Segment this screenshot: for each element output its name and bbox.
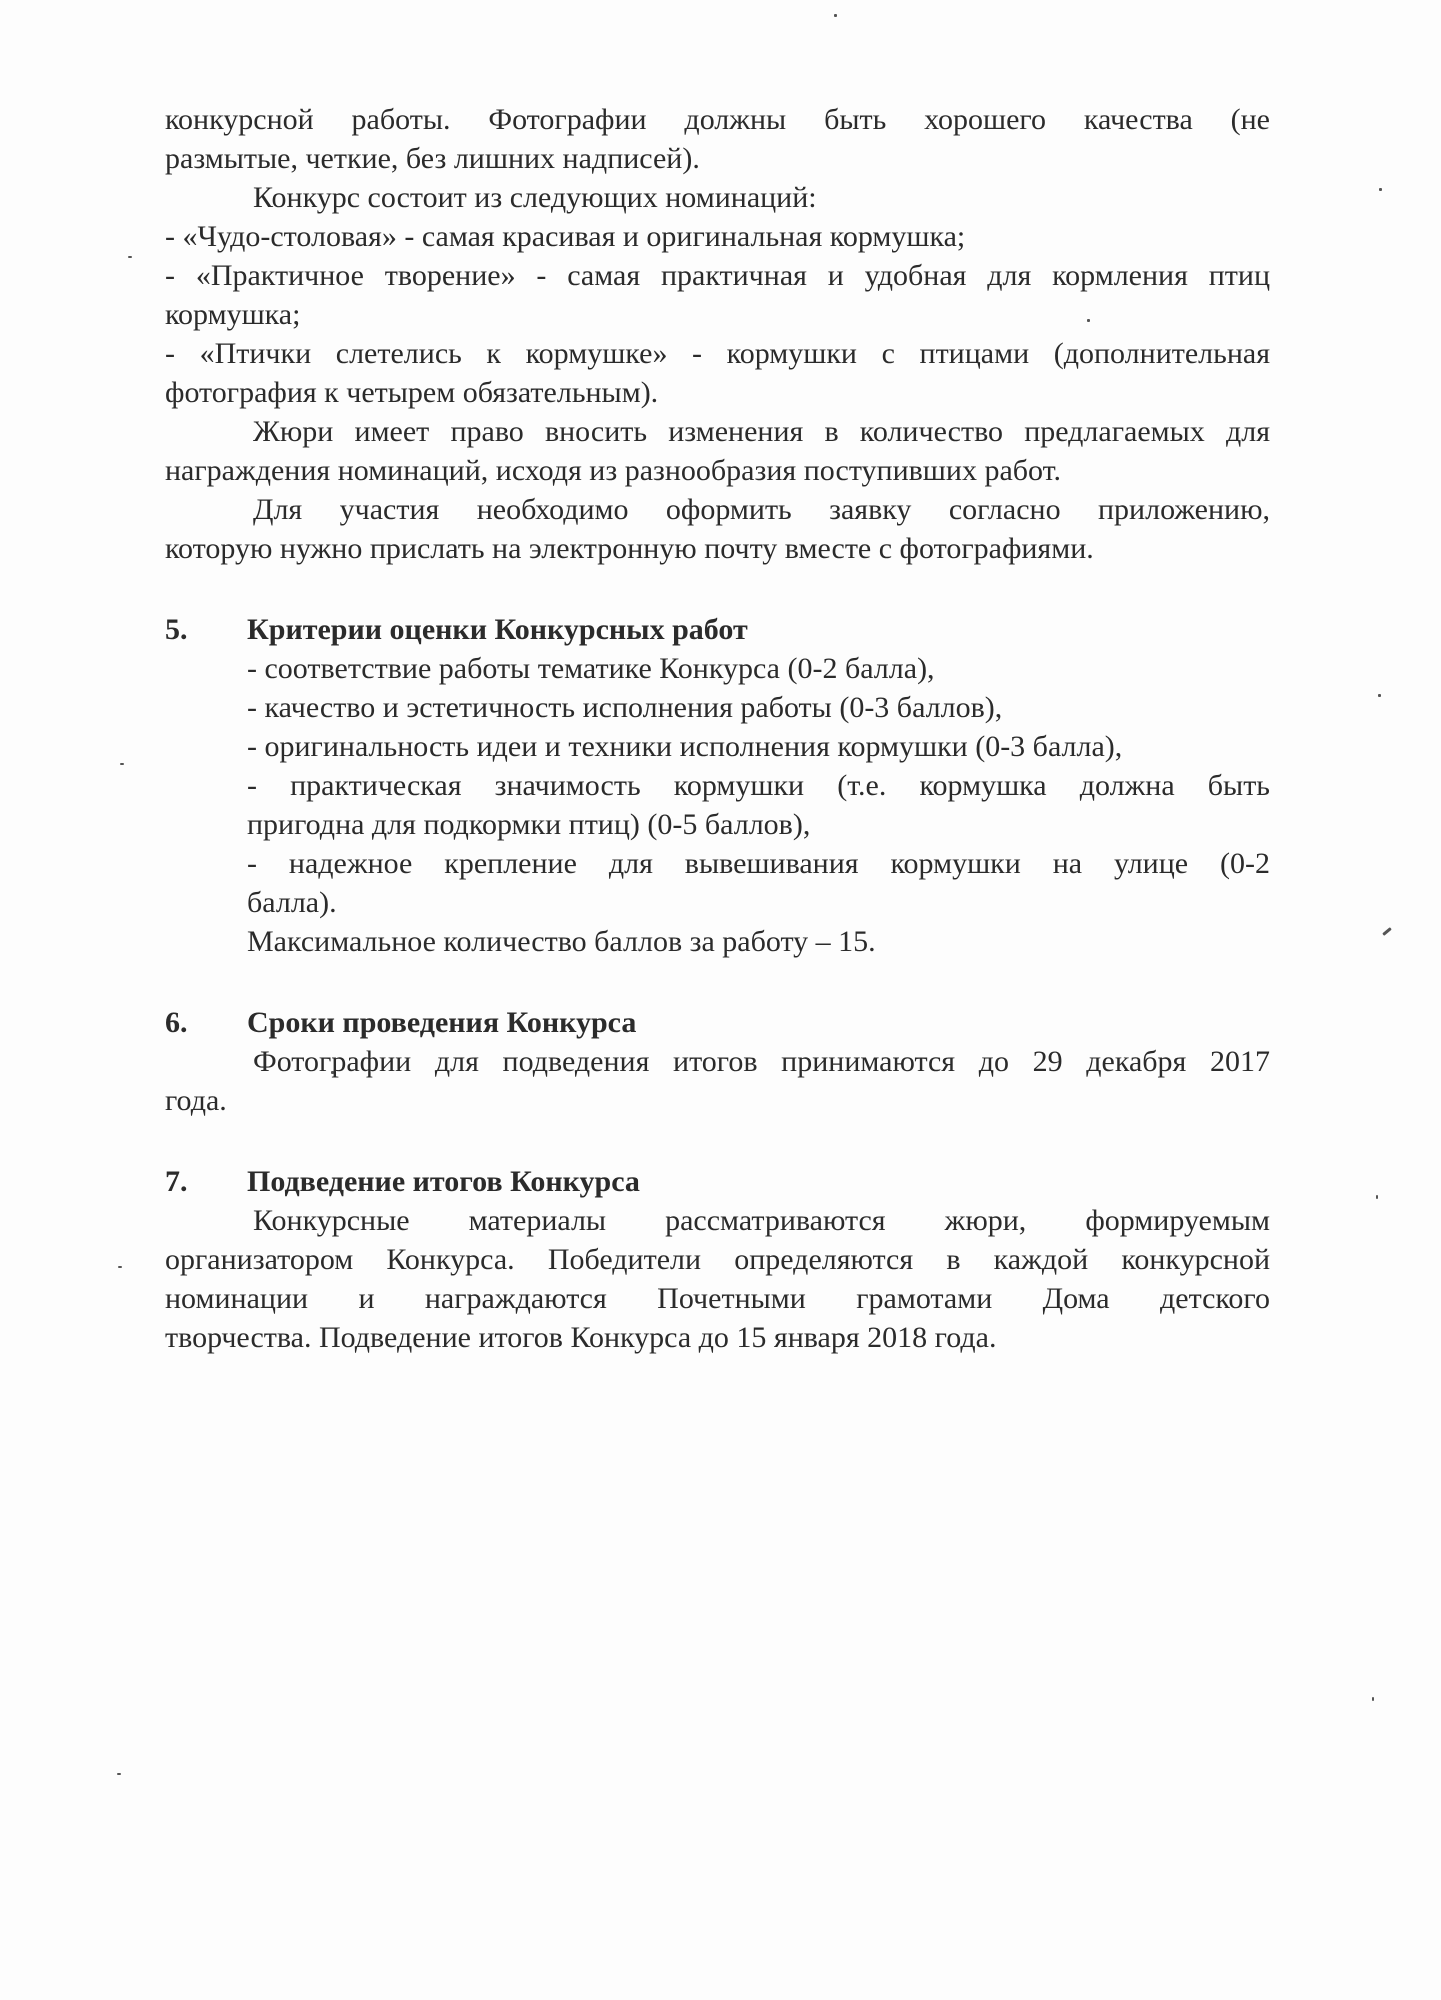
- intro-line: размытые, четкие, без лишних надписей).: [165, 142, 700, 175]
- intro-line: конкурсной работы. Фотографии должны быть хорошего качества (не: [165, 103, 1270, 136]
- section-7-text: номинации и награждаются Почетными грамотами Дома детского: [165, 1282, 1270, 1315]
- section-7-number: 7.: [165, 1165, 188, 1198]
- scan-speck: [834, 14, 837, 17]
- nomination-item: - «Чудо-столовая» - самая красивая и оригинальная кормушка;: [165, 220, 966, 253]
- scan-speck: [128, 256, 132, 258]
- section-7-heading: [165, 1162, 1270, 1201]
- section-7-title: Подведение итогов Конкурса: [247, 1165, 640, 1198]
- section-6-title: Сроки проведения Конкурса: [247, 1006, 637, 1039]
- criterion-item: - практическая значимость кормушки (т.е. кормушка должна быть: [247, 769, 1270, 802]
- section-7-text: Конкурсные материалы рассматриваются жюри, формируемым: [253, 1204, 1270, 1237]
- scan-speck: [117, 1773, 121, 1775]
- section-6-number: 6.: [165, 1006, 188, 1039]
- criterion-item: - оригинальность идеи и техники исполнения кормушки (0-3 балла),: [247, 730, 1123, 763]
- scan-speck: [1378, 694, 1381, 697]
- application-paragraph-continued: которую нужно прислать на электронную почту вместе с фотографиями.: [165, 532, 1094, 565]
- criterion-item: - соответствие работы тематике Конкурса (0-2 балла),: [247, 652, 935, 685]
- section-7-text: организатором Конкурса. Победители определяются в каждой конкурсной: [165, 1243, 1270, 1276]
- nomination-item-continued: кормушка;: [165, 298, 301, 331]
- section-6-heading: [165, 1003, 1270, 1042]
- scan-speck: [1379, 188, 1382, 191]
- nomination-item: - «Практичное творение» - самая практичная и удобная для кормления птиц: [165, 259, 1270, 292]
- max-score: Максимальное количество баллов за работу – 15.: [247, 925, 876, 958]
- scan-speck: [120, 763, 124, 765]
- criterion-item-continued: пригодна для подкормки птиц) (0-5 баллов),: [247, 808, 811, 841]
- criterion-item: - качество и эстетичность исполнения работы (0-3 баллов),: [247, 691, 1003, 724]
- section-5-number: 5.: [165, 613, 188, 646]
- nomination-item-continued: фотография к четырем обязательным).: [165, 376, 659, 409]
- scan-speck: [118, 1266, 122, 1268]
- section-6-text-continued: года.: [165, 1084, 227, 1117]
- section-5-heading: [165, 610, 1270, 649]
- section-5-title: Критерии оценки Конкурсных работ: [247, 613, 748, 646]
- criterion-item: - надежное крепление для вывешивания кормушки на улице (0-2: [247, 847, 1270, 880]
- scan-speck: [1372, 1697, 1374, 1701]
- criterion-item-continued: балла).: [247, 886, 337, 919]
- scan-speck: [1382, 927, 1392, 936]
- nominations-intro: Конкурс состоит из следующих номинаций:: [253, 181, 817, 214]
- jury-paragraph: Жюри имеет право вносить изменения в количество предлагаемых для: [253, 415, 1270, 448]
- nomination-item: - «Птички слетелись к кормушке» - кормушки с птицами (дополнительная: [165, 337, 1270, 370]
- application-paragraph: Для участия необходимо оформить заявку согласно приложению,: [253, 493, 1270, 526]
- jury-paragraph-continued: награждения номинаций, исходя из разнообразия поступивших работ.: [165, 454, 1062, 487]
- section-6-text: Фотографии для подведения итогов принимаются до 29 декабря 2017: [253, 1045, 1270, 1078]
- document-body: [165, 100, 1270, 1357]
- scan-speck: [1376, 1195, 1378, 1199]
- criteria-list: [165, 649, 1270, 961]
- section-7-text: творчества. Подведение итогов Конкурса до 15 января 2018 года.: [165, 1321, 997, 1354]
